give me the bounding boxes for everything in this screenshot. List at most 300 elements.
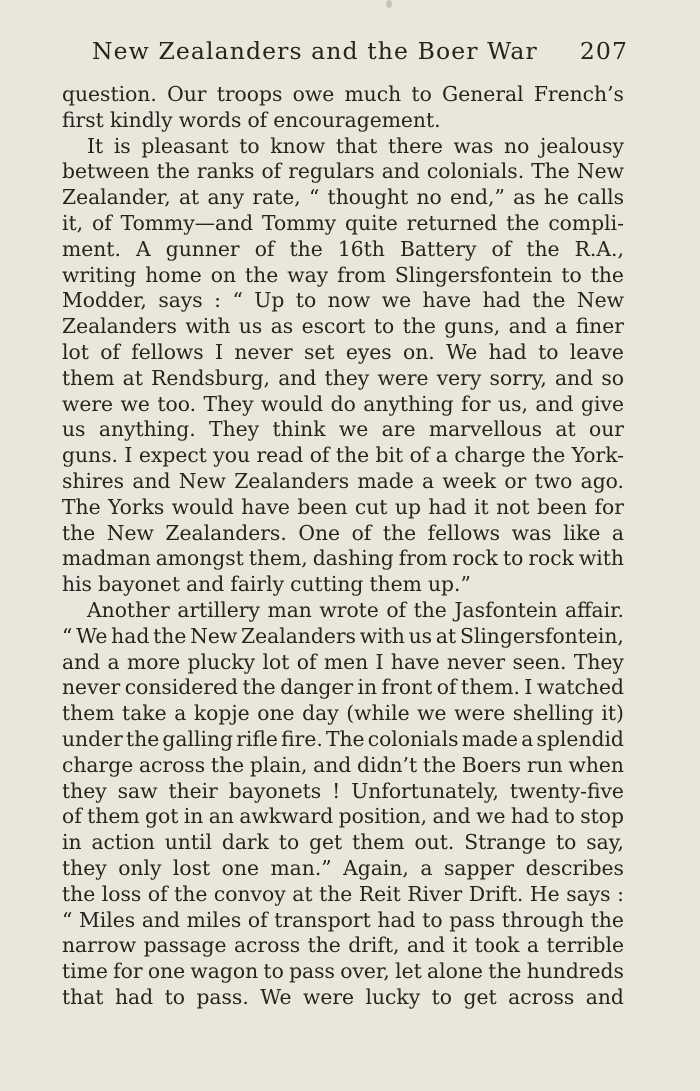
word: man.” [270,855,332,880]
word: says [158,288,203,313]
word: of [147,881,168,906]
word: run [526,752,563,777]
word: of [436,675,457,700]
word: Tommy [262,210,337,235]
word: there [387,133,443,158]
word: ranks [196,159,255,184]
word: saw [117,778,158,803]
word: They [209,417,260,442]
word: They [203,391,254,416]
word: at [178,185,200,210]
word: Another [87,597,170,622]
text-line [62,392,624,418]
word: had [510,804,550,829]
word: ment. [62,236,121,261]
word: from [337,262,386,287]
word: of [491,236,512,261]
word: now [327,288,371,313]
word: have [390,649,440,674]
word: very [436,365,482,390]
word: lucky [365,984,421,1009]
word: thought [327,185,409,210]
word: calls [577,185,624,210]
text-line [62,443,624,469]
word: kindly [109,107,173,132]
word: it [452,933,468,958]
word: like [563,520,601,545]
word: that [62,984,104,1009]
text-line [62,263,624,289]
word: : [617,881,624,906]
word: lost [172,855,211,880]
word: across [508,984,575,1009]
word: jealousy [539,133,624,158]
word: The [325,726,365,751]
word: a [526,933,540,958]
word: over, [340,959,390,984]
word: Slingersfontein, [459,623,624,648]
text-line [62,727,624,753]
word: “ [232,288,243,313]
word: the [62,520,96,545]
word: with [359,623,405,648]
text-line [62,546,624,572]
word: French’s [533,82,624,106]
word: a [435,443,448,468]
word: no [416,185,442,210]
word: (while [346,701,410,726]
word: would [261,391,324,416]
word: Rendsburg, [151,365,271,390]
word: Battery [399,236,477,261]
word: a [521,726,534,751]
word: were [454,701,506,726]
word: affair. [565,597,624,622]
word: shelling [512,701,594,726]
word: anything. [98,417,196,442]
word: fairly [230,572,285,597]
word: we [417,701,447,726]
word: sorry, [489,365,547,390]
word: a [174,701,187,726]
word: : [214,288,221,313]
word: amongst [155,546,244,571]
word: considered [124,675,238,700]
word: say, [586,830,624,855]
word: One [298,520,341,545]
word: 16th [337,236,385,261]
word: up.” [428,572,471,597]
text-line [62,572,624,598]
word: “ [62,907,73,932]
word: Reit [358,881,401,906]
word: had [114,984,154,1009]
text-line [62,237,624,263]
word: a [555,314,568,339]
word: seen. [512,649,567,674]
text-line [62,933,624,959]
word: made [357,468,414,493]
text-line [62,882,624,908]
word: New [178,468,226,493]
word: and [406,933,446,958]
word: as [270,314,294,339]
word: in [183,804,204,829]
word: transport [274,907,371,932]
word: terrible [546,933,624,958]
word: colonials. [426,159,525,184]
word: not [496,494,530,519]
text-line [62,650,624,676]
word: troops [216,82,283,106]
word: at [555,417,576,442]
text-line [62,624,624,650]
word: they [62,855,107,880]
word: never [234,339,293,364]
word: a [420,855,433,880]
word: in [357,675,378,700]
word: lot [262,649,290,674]
word: bit [375,443,404,468]
word: us [238,314,263,339]
word: to [411,82,432,106]
word: it) [601,701,624,726]
word: River [407,881,463,906]
word: get [463,984,497,1009]
word: Up [254,288,285,313]
word: Again, [343,855,409,880]
word: to [555,830,577,855]
word: pleasant [141,133,229,158]
word: the [210,752,245,777]
word: and [132,468,171,493]
word: the [532,443,566,468]
word: the [532,288,566,313]
word: stop [580,804,624,829]
word: they [62,778,107,803]
word: compli- [548,210,624,235]
word: Zealander, [62,185,171,210]
text-line [62,598,624,624]
word: us, [498,391,528,416]
word: Modder, [62,288,147,313]
word: Miles [79,907,136,932]
text-line [62,108,624,134]
word: front [381,675,433,700]
word: the [402,314,436,339]
word: that [335,133,378,158]
word: do [330,391,356,416]
word: more [126,649,181,674]
word: They [573,649,624,674]
word: got [145,804,179,829]
word: and [186,572,225,597]
word: it [474,494,489,519]
text-line [62,211,624,237]
word: to [278,830,300,855]
word: one [221,855,259,880]
word: lot [62,339,89,364]
word: York- [571,443,624,468]
word: kopje [193,701,250,726]
word: Zealanders. [165,520,287,545]
word: to [554,804,575,829]
word: danger [280,675,354,700]
word: The [531,159,570,184]
word: guns, [444,314,501,339]
word: between [62,159,150,184]
word: New [576,159,624,184]
word: position, [338,804,428,829]
word: had [377,907,416,932]
word: took [474,933,520,958]
word: been [537,494,588,519]
word: to [263,959,284,984]
word: one [257,701,295,726]
text-line [62,675,624,701]
text-line [62,134,624,160]
word: shires [62,468,125,493]
word: the [153,623,187,648]
word: only [118,855,162,880]
text-line [62,159,624,185]
word: one [147,959,186,984]
word: fire. [281,726,323,751]
word: the [174,881,208,906]
word: owe [292,82,335,106]
word: are [381,417,416,442]
word: we [381,288,412,313]
word: his [62,572,92,597]
word: Drift. [468,881,524,906]
word: awkward [239,804,334,829]
word: think [272,417,326,442]
word: had [482,288,521,313]
word: words [178,107,242,132]
word: of [261,159,282,184]
word: twenty-five [509,778,624,803]
word: two [534,468,573,493]
word: of [100,339,120,364]
word: madman [62,546,151,571]
word: the [526,236,560,261]
word: it, [62,210,84,235]
word: the [62,881,96,906]
word: the [307,933,341,958]
word: take [122,701,167,726]
word: describes [525,855,624,880]
word: a [422,468,435,493]
word: Our [167,82,207,106]
word: the [242,675,276,700]
text-line [62,830,624,856]
word: of [92,210,112,235]
text-line [62,314,624,340]
word: had [111,623,150,648]
word: of [254,236,275,261]
word: the [590,262,624,287]
text-line [62,469,624,495]
word: action [91,830,155,855]
word: of [386,597,407,622]
text-line [62,985,624,1011]
word: never [62,675,121,700]
word: Tommy—and [120,210,254,235]
word: I [375,649,384,674]
word: to [502,546,524,571]
word: you [213,443,251,468]
word: and [585,984,624,1009]
word: too. [157,391,197,416]
word: encouragement. [273,107,441,132]
word: when [568,752,624,777]
word: their [168,778,218,803]
word: I [215,339,224,364]
word: charge [454,443,526,468]
word: of [296,649,317,674]
word: bayonets [228,778,322,803]
word: pass [449,907,496,932]
word: as [513,185,536,210]
word: I [524,675,533,700]
word: didn’t [357,752,418,777]
word: quite [345,210,398,235]
word: the [382,520,417,545]
word: wagon [190,959,259,984]
word: the [335,443,370,468]
word: rock [528,546,574,571]
text-line [62,288,624,314]
word: know [270,133,326,158]
word: on [210,262,237,287]
word: out. [414,830,455,855]
text-line [62,495,624,521]
word: have [422,288,472,313]
word: get [309,830,343,855]
word: end,” [449,185,505,210]
word: us [408,623,433,648]
word: regulars [288,159,375,184]
text-line [62,779,624,805]
word: of [409,443,430,468]
word: watched [536,675,624,700]
word: leave [569,339,624,364]
word: the [590,907,624,932]
word: to [164,984,185,1009]
word: New [576,288,624,313]
word: at [292,881,313,906]
text-line [62,417,624,443]
word: marvellous [428,417,542,442]
text-line [62,521,624,547]
word: would [171,494,234,519]
word: until [164,830,212,855]
word: for [461,391,491,416]
word: so [601,365,624,390]
word: guns. [62,443,118,468]
word: Yorks [108,494,165,519]
word: wrote [319,597,379,622]
word: eyes [345,339,392,364]
word: New [106,520,154,545]
text-line [62,804,624,830]
word: of [247,107,268,132]
word: at [435,623,457,648]
word: for [594,494,624,519]
word: and [381,159,420,184]
word: anything [363,391,454,416]
word: men [323,649,369,674]
word: ! [332,778,341,803]
paper-speck [386,0,392,8]
word: were [62,391,114,416]
word: first [62,107,104,132]
word: made [461,726,519,751]
word: way [287,262,329,287]
word: home [145,262,202,287]
word: General [442,82,524,106]
word: passage [143,933,227,958]
text-line [62,908,624,934]
word: rock [452,546,498,571]
text-line [62,753,624,779]
word: plucky [187,649,256,674]
word: we [476,804,506,829]
word: were [377,365,429,390]
page-number: 207 [579,37,628,65]
word: dashing [312,546,394,571]
word: writing [62,262,137,287]
word: convoy [213,881,286,906]
word: galling [162,726,233,751]
word: cut [354,494,388,519]
word: through [501,907,585,932]
word: and [278,365,317,390]
word: day [302,701,339,726]
word: It [87,133,104,158]
word: The [62,494,101,519]
word: Zealanders [241,623,356,648]
word: been [297,494,348,519]
word: Boers [461,752,522,777]
word: and [62,649,101,674]
word: alone [427,959,483,984]
word: set [303,339,335,364]
word: to [373,314,395,339]
word: artillery [177,597,260,622]
word: have [241,494,290,519]
word: to [431,984,453,1009]
word: them [352,830,405,855]
word: charge [62,752,134,777]
word: narrow [62,933,137,958]
word: had [488,339,527,364]
word: drift, [348,933,400,958]
word: dark [221,830,269,855]
word: Strange [464,830,547,855]
word: up [394,494,421,519]
text-line [62,856,624,882]
word: I [124,443,133,468]
word: them [62,365,115,390]
text-line [62,366,624,392]
text-line [62,82,624,108]
word: the [289,236,323,261]
word: and [313,752,352,777]
word: We [260,984,292,1009]
word: in [62,830,82,855]
word: with [185,314,231,339]
